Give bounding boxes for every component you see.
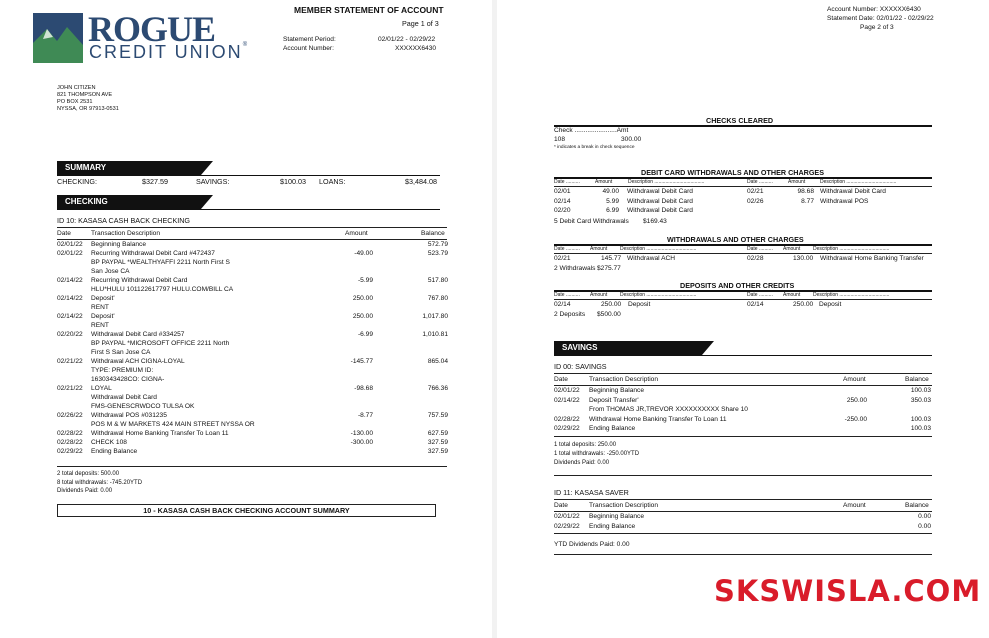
withdrawals-section-title: WITHDRAWALS AND OTHER CHARGES [667, 235, 804, 244]
dep-header-amount-2: Amount [783, 292, 801, 298]
row-description: POS M & W MARKETS 424 MAIN STREET NYSSA OR [91, 421, 255, 428]
debit-amount: 6.99 [606, 207, 619, 214]
row-date: 02/26/22 [57, 412, 83, 419]
withdrawals-header-rule [554, 253, 932, 254]
row-description: Deposit Transfer' [589, 396, 639, 404]
saver-ytd-dividends: YTD Dividends Paid: 0.00 [554, 541, 630, 548]
p2-account-line: Account Number: XXXXXX6430 [827, 6, 921, 13]
account-number-label: Account Number: [283, 45, 334, 52]
savings-table-row [497, 406, 989, 415]
statement-page-1 [0, 0, 492, 638]
debit-desc-2: Withdrawal POS [820, 197, 869, 205]
debit-total-value: $169.43 [643, 218, 667, 225]
row-description: Withdrawal Debit Card [91, 394, 157, 401]
row-date: 02/14/22 [57, 277, 83, 284]
row-description: Deposit' [91, 295, 115, 302]
logo-word-rogue: ROGUE [88, 9, 216, 49]
row-description: Recurring Withdrawal Debit Card [91, 277, 188, 284]
statement-period-value: 02/01/22 - 02/29/22 [378, 36, 436, 43]
address-line: PO BOX 2531 [57, 99, 93, 105]
check-number: 108 [554, 136, 566, 143]
wd-header-amount: Amount [590, 246, 608, 252]
row-balance: 100.03 [910, 415, 931, 423]
withdrawals-total-value: $275.77 [597, 265, 621, 272]
row-date: 02/28/22 [57, 430, 83, 437]
debit-amount-2: 98.68 [797, 188, 814, 195]
saver-table-row [497, 513, 989, 522]
row-description: CHECK 108 [91, 439, 127, 446]
saver-col-amount: Amount [843, 502, 866, 509]
saver-rule-top [554, 499, 932, 500]
row-description: BP PAYPAL *WEALTHYAFFI 2211 North First S [91, 259, 230, 266]
row-balance: 327.59 [427, 448, 448, 455]
row-amount: -5.99 [357, 277, 373, 284]
dep-header-amount: Amount [590, 292, 608, 298]
savings-rule-top [554, 373, 932, 374]
row-date: 02/21/22 [57, 385, 83, 392]
row-amount: -8.77 [357, 412, 373, 419]
check-sequence-note: * indicates a break in check sequence [554, 145, 635, 150]
row-balance: 0.00 [918, 513, 931, 520]
checking-table-row [0, 304, 492, 313]
wd-desc: Withdrawal ACH [627, 255, 676, 262]
check-amount: 300.00 [621, 136, 642, 143]
row-description: LOYAL [91, 385, 112, 392]
checking-rule-bottom [57, 466, 447, 467]
deposits-row [497, 301, 989, 310]
debit-date: 02/14 [554, 197, 571, 205]
row-balance: 627.59 [427, 430, 448, 437]
checking-table-row [0, 340, 492, 349]
saver-col-date: Date [554, 502, 568, 509]
savings-totals [554, 441, 639, 468]
checks-cleared-title: CHECKS CLEARED [706, 116, 774, 125]
debit-desc: Withdrawal Debit Card [627, 207, 693, 214]
checking-table-row [0, 259, 492, 268]
checking-total-line: 8 total withdrawals: -745.20YTD [57, 479, 143, 486]
row-balance: 0.00 [918, 522, 931, 530]
debit-table-row [497, 188, 989, 197]
debit-header-date-2: Date .......... [747, 179, 773, 185]
row-description: First S San Jose CA [91, 349, 151, 356]
row-balance: 766.36 [427, 385, 448, 392]
checking-table-row [0, 421, 492, 430]
savings-rule-header [554, 385, 932, 386]
dep-date-2: 02/14 [747, 301, 764, 308]
debit-amount-2: 8.77 [801, 197, 814, 205]
debit-header-amount-2: Amount [788, 179, 806, 185]
debit-amount: 5.99 [606, 197, 619, 205]
row-description: Beginning Balance [589, 387, 644, 394]
debit-date: 02/20 [554, 207, 571, 214]
row-description: Withdrawal Home Banking Transfer To Loan 11 [91, 430, 229, 437]
checking-table-row [0, 403, 492, 412]
debit-total-label: 5 Debit Card Withdrawals [554, 218, 629, 225]
debit-amount: 49.00 [602, 188, 619, 195]
row-description: BP PAYPAL *MICROSOFT OFFICE 2211 North [91, 340, 230, 347]
savings-table-header [497, 376, 989, 385]
row-amount: -300.00 [350, 439, 373, 446]
saver-table-header [497, 502, 989, 511]
row-description: FMS-GENESCRWDCO TULSA OK [91, 403, 195, 410]
row-date: 02/29/22 [57, 448, 83, 455]
row-date: 02/01/22 [554, 513, 580, 520]
dep-header-date: Date .......... [554, 292, 580, 298]
checking-table-row [0, 322, 492, 331]
row-amount: -130.00 [350, 430, 373, 437]
savings-col-desc: Transaction Description [589, 376, 659, 383]
row-balance: 517.80 [427, 277, 448, 284]
row-description: Deposit' [91, 313, 115, 320]
rogue-logo-mountain-icon [33, 13, 83, 63]
row-amount: 250.00 [352, 295, 373, 302]
row-date: 02/14/22 [554, 396, 580, 404]
checking-table-row [0, 376, 492, 385]
row-date: 02/01/22 [57, 241, 83, 248]
savings-tab-rule [554, 355, 932, 356]
debit-date-2: 02/21 [747, 188, 764, 195]
wd-header-date-2: Date .......... [747, 246, 773, 252]
row-amount: 250.00 [846, 396, 867, 404]
debit-table-row [497, 207, 989, 216]
summary-savings-value: $100.03 [280, 177, 306, 186]
checking-table-row [0, 394, 492, 403]
row-description: Ending Balance [91, 448, 138, 455]
checking-table-header [0, 230, 492, 239]
savings-table-row [497, 387, 989, 396]
logo-trademark: ® [242, 42, 250, 48]
address-line: 821 THOMPSON AVE [57, 92, 113, 98]
checking-rule-header [57, 239, 447, 240]
account-number-value: XXXXXX6430 [395, 45, 437, 52]
checking-total-line: Dividends Paid: 0.00 [57, 488, 113, 494]
checking-table-row [0, 331, 492, 340]
checking-account-name: ID 10: KASASA CASH BACK CHECKING [57, 216, 191, 225]
checking-table-row [0, 448, 492, 457]
row-balance: 1,017.80 [422, 313, 448, 320]
row-balance: 100.03 [910, 425, 931, 432]
row-amount: -145.77 [350, 358, 373, 365]
savings-rule-bottom [554, 436, 932, 437]
row-description: RENT [91, 304, 109, 311]
row-amount: -6.99 [357, 331, 373, 338]
row-description: Withdrawal POS #031235 [91, 412, 167, 419]
debit-desc: Withdrawal Debit Card [627, 188, 693, 195]
col-desc-header: Transaction Description [91, 230, 161, 237]
summary-checking-label: CHECKING: [57, 177, 97, 186]
row-description: Withdrawal Debit Card #334257 [91, 331, 185, 338]
row-balance: 767.80 [427, 295, 448, 302]
row-amount: -98.68 [354, 385, 373, 392]
row-description: Ending Balance [589, 522, 636, 530]
savings-tab: SAVINGS [554, 341, 702, 355]
debit-header-amount: Amount [595, 179, 613, 185]
wd-header-amount-2: Amount [783, 246, 801, 252]
saver-table-row [497, 523, 989, 532]
debit-date: 02/01 [554, 188, 571, 195]
summary-savings-label: SAVINGS: [196, 177, 230, 186]
summary-checking-value: $327.59 [142, 177, 168, 186]
row-description: TYPE: PREMIUM ID: [91, 367, 154, 374]
wd-header-desc: Description .................................... [620, 246, 697, 252]
checking-table-row [0, 430, 492, 439]
savings-account-name: ID 00: SAVINGS [554, 362, 607, 371]
checking-tab: CHECKING [57, 195, 201, 209]
deposits-header-rule [554, 299, 932, 300]
col-amount-header: Amount [345, 230, 368, 237]
col-date-header: Date [57, 230, 71, 237]
savings-total-line: Dividends Paid: 0.00 [554, 460, 610, 466]
row-description: Withdrawal Home Banking Transfer To Loan 11 [589, 415, 727, 423]
checking-table-row [0, 439, 492, 448]
dep-desc-2: Deposit [819, 301, 842, 308]
row-amount: -250.00 [844, 415, 867, 423]
wd-header-date: Date .......... [554, 246, 580, 252]
address-line: JOHN CITIZEN [57, 85, 96, 91]
savings-table-row [497, 425, 989, 434]
row-description: Beginning Balance [589, 513, 644, 520]
row-amount: 250.00 [352, 313, 373, 320]
row-date: 02/29/22 [554, 522, 580, 530]
deposits-total-label: 2 Deposits [554, 311, 586, 318]
wd-amount: 145.77 [601, 255, 622, 262]
p2-page-number: Page 2 of 3 [860, 24, 894, 31]
row-description: Recurring Withdrawal Debit Card #472437 [91, 250, 215, 257]
checking-table-row [0, 295, 492, 304]
saver-rule-bottom [554, 533, 932, 534]
debit-desc-2: Withdrawal Debit Card [820, 188, 886, 195]
checking-tab-rule [57, 209, 440, 210]
dep-amount: 250.00 [601, 301, 622, 308]
row-date: 02/01/22 [57, 250, 83, 257]
debit-header-desc: Description .................................... [628, 179, 705, 185]
address-line: NYSSA, OR 97913-0531 [57, 106, 119, 112]
debit-header-date: Date .......... [554, 179, 580, 185]
row-description: Withdrawal ACH CIGNA-LOYAL [91, 358, 185, 365]
row-amount: -49.00 [354, 250, 373, 257]
checking-table-row [0, 250, 492, 259]
saver-section-end-rule [554, 554, 932, 555]
row-description: Ending Balance [589, 425, 636, 432]
savings-total-line: 1 total deposits: 250.00 [554, 442, 617, 448]
row-balance: 865.04 [427, 358, 448, 365]
summary-tab: SUMMARY [57, 161, 201, 175]
savings-col-balance: Balance [905, 376, 929, 383]
checking-table-row [0, 367, 492, 376]
row-description: San Jose CA [91, 268, 130, 275]
deposits-total-value: $500.00 [597, 311, 621, 318]
checking-totals [57, 470, 142, 496]
savings-table-row [497, 416, 989, 425]
checking-table-row [0, 268, 492, 277]
row-date: 02/01/22 [554, 387, 580, 394]
summary-tab-rule [57, 175, 440, 176]
savings-col-date: Date [554, 376, 568, 383]
row-balance: 572.79 [427, 241, 448, 248]
row-date: 02/21/22 [57, 358, 83, 365]
dep-amount-2: 250.00 [793, 301, 814, 308]
statement-page-2 [497, 0, 989, 638]
row-description: HLU*HULU 101122617797 HULU.COM/BILL CA [91, 286, 234, 293]
row-balance: 100.03 [910, 387, 931, 394]
row-description: Beginning Balance [91, 241, 146, 248]
wd-amount-2: 130.00 [793, 255, 814, 262]
checking-summary-box [57, 504, 436, 517]
row-date: 02/14/22 [57, 313, 83, 320]
debit-date-2: 02/26 [747, 197, 764, 205]
savings-col-amount: Amount [843, 376, 866, 383]
checking-table-row [0, 412, 492, 421]
checking-table-row [0, 313, 492, 322]
savings-total-line: 1 total withdrawals: -250.00YTD [554, 451, 640, 457]
wd-header-desc-2: Description .................................... [813, 246, 890, 252]
dep-header-desc: Description .................................... [620, 292, 697, 298]
debit-header-rule [554, 186, 932, 187]
logo-credit-union-text: CREDIT UNION [89, 42, 243, 62]
debit-desc: Withdrawal Debit Card [627, 197, 693, 205]
row-description: From THOMAS JR,TREVOR XXXXXXXXXX Share 10 [589, 406, 748, 413]
checking-table-row [0, 358, 492, 367]
row-balance: 757.59 [427, 412, 448, 419]
summary-loans-label: LOANS: [319, 177, 346, 186]
checking-table-row [0, 385, 492, 394]
checking-total-line: 2 total deposits: 500.00 [57, 471, 120, 477]
debit-section-title: DEBIT CARD WITHDRAWALS AND OTHER CHARGES [641, 168, 825, 177]
checking-table-row [0, 241, 492, 250]
watermark-text: SKSWISLA.COM [714, 574, 982, 608]
savings-section-end-rule [554, 475, 932, 476]
saver-col-balance: Balance [905, 502, 929, 509]
checking-table-row [0, 349, 492, 358]
statement-title: MEMBER STATEMENT OF ACCOUNT [294, 5, 444, 15]
dep-date: 02/14 [554, 301, 571, 308]
withdrawals-row [497, 255, 989, 264]
checking-summary-box-label: 10 - KASASA CASH BACK CHECKING ACCOUNT SUMMARY [143, 506, 350, 515]
checking-table-row [0, 286, 492, 295]
checks-cleared-header: Check .......................Amt [554, 127, 629, 134]
wd-date: 02/21 [554, 255, 571, 262]
page-number: Page 1 of 3 [402, 19, 439, 28]
deposits-section-title: DEPOSITS AND OTHER CREDITS [680, 281, 795, 290]
row-description: RENT [91, 322, 109, 329]
row-description: 1630343428CO: CIGNA- [91, 376, 165, 383]
dep-desc: Deposit [628, 301, 651, 308]
dep-header-desc-2: Description .................................... [813, 292, 890, 298]
row-balance: 327.59 [427, 439, 448, 446]
statement-period-label: Statement Period: [283, 36, 336, 43]
row-balance: 523.79 [427, 250, 448, 257]
saver-rule-header [554, 511, 932, 512]
dep-header-date-2: Date .......... [747, 292, 773, 298]
address-block [57, 85, 119, 113]
logo-word-credit-union [89, 42, 249, 63]
checking-rule-top [57, 227, 447, 228]
row-date: 02/14/22 [57, 295, 83, 302]
saver-account-name: ID 11: KASASA SAVER [554, 488, 629, 497]
savings-table-row [497, 397, 989, 406]
p2-date-line: Statement Date: 02/01/22 - 02/29/22 [827, 15, 934, 22]
checking-table-row [0, 277, 492, 286]
row-date: 02/28/22 [554, 415, 580, 423]
row-date: 02/29/22 [554, 425, 580, 432]
saver-col-desc: Transaction Description [589, 502, 659, 509]
col-balance-header: Balance [421, 230, 445, 237]
row-balance: 1,010.81 [422, 331, 448, 338]
summary-loans-value: $3,484.08 [405, 177, 437, 186]
withdrawals-total-label: 2 Withdrawals [554, 265, 596, 272]
wd-desc-2: Withdrawal Home Banking Transfer [820, 255, 924, 262]
wd-date-2: 02/28 [747, 255, 764, 262]
row-date: 02/20/22 [57, 331, 83, 338]
row-date: 02/28/22 [57, 439, 83, 446]
debit-table-row [497, 198, 989, 207]
row-balance: 350.03 [910, 396, 931, 404]
debit-header-desc-2: Description .................................... [820, 179, 897, 185]
